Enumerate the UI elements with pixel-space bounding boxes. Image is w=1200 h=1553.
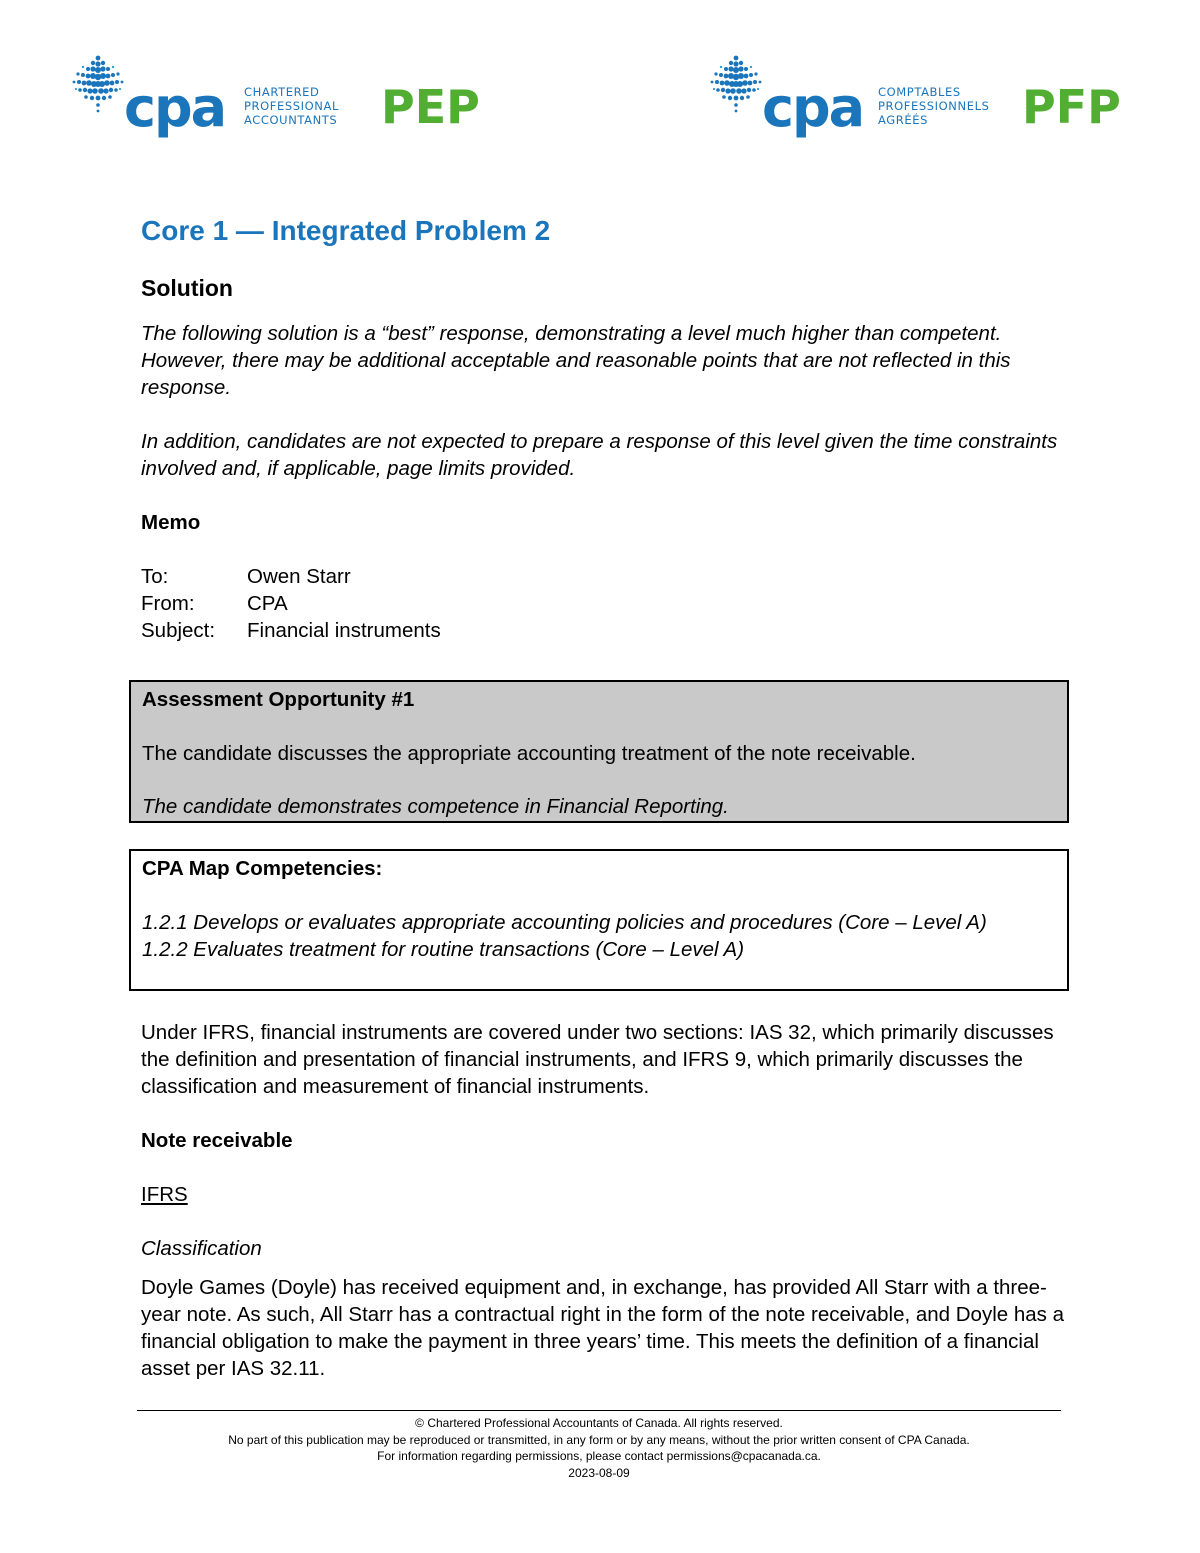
cpa-map-competencies-box [129,849,1069,991]
cpa-english-logo [70,52,510,142]
descriptor-line: COMPTABLES [878,85,961,99]
classification-subheading: Classification [141,1237,262,1260]
cpa-descriptor [244,85,339,127]
memo-to-value: Owen Starr [247,565,351,588]
competencies-title: CPA Map Competencies: [142,857,383,880]
classification-paragraph: Doyle Games (Doyle) has received equipment and, in exchange, has provided All Starr with a three-year note. As such, All Starr has a contractual right in the form of the note receivable, and Doyle has a financial obligation to make the payment in three years’ time. This meets the definition of a financial asset per IAS 32.11. [141,1276,1065,1380]
note-receivable-heading: Note receivable [141,1129,293,1152]
assessment-title: Assessment Opportunity #1 [142,688,415,711]
footer-copyright: © Chartered Professional Accountants of Canada. All rights reserved. [415,1416,783,1430]
memo-to-row [141,563,1073,590]
solution-heading: Solution [141,275,233,301]
cpa-descriptor [878,85,989,127]
memo-heading: Memo [141,511,201,534]
competency-item: 1.2.2 Evaluates treatment for routine transactions (Core – Level A) [142,938,745,961]
program-code-pfp: PFP [1022,80,1121,134]
memo-subject-value: Financial instruments [247,619,441,642]
cpa-wordmark: cpa [762,76,864,139]
memo-subject-row [141,617,1073,644]
assessment-description: The candidate discusses the appropriate accounting treatment of the note receivable. [142,742,916,765]
memo-from-value: CPA [247,592,288,615]
cpa-french-logo [708,52,1138,142]
ifrs-subheading: IFRS [141,1183,188,1206]
memo-header [141,563,1073,644]
descriptor-line: ACCOUNTANTS [244,113,338,127]
document-body-bottom [141,1019,1073,1382]
maple-leaf-dots-icon [70,52,126,132]
assessment-competence: The candidate demonstrates competence in Financial Reporting. [142,795,729,818]
footer-notice: No part of this publication may be reproduced or transmitted, in any form or by any means, without the prior written consent of CPA Canada. [228,1432,970,1447]
memo-from-label: From: [141,592,195,615]
document-body-top [141,212,1073,644]
maple-leaf-dots-icon [708,52,764,132]
footer-permissions: For information regarding permissions, please contact permissions@cpacanada.ca. [377,1449,821,1463]
competency-item: 1.2.1 Develops or evaluates appropriate accounting policies and procedures (Core – Level A) [142,911,987,934]
page-footer [137,1410,1061,1481]
memo-from-row [141,590,1073,617]
program-code-pep: PEP [381,80,480,134]
memo-subject-label: Subject: [141,619,216,642]
assessment-opportunity-box [129,680,1069,823]
intro-paragraph: In addition, candidates are not expected to prepare a response of this level given the time constraints involved and, if applicable, page limits provided. [141,430,1058,480]
memo-to-label: To: [141,565,169,588]
descriptor-line: AGRÉÉS [878,113,928,127]
descriptor-line: PROFESSIONNELS [878,99,990,113]
ifrs-intro-paragraph: Under IFRS, financial instruments are covered under two sections: IAS 32, which primarily discusses the definition and presentation of financial instruments, and IFRS 9, which primarily discusses the classification and measurement of financial instruments. [141,1021,1054,1098]
footer-date: 2023-08-09 [568,1465,630,1480]
intro-paragraph: The following solution is a “best” response, demonstrating a level much higher than competent. However, there may be additional acceptable and reasonable points that are not reflected in this response. [141,322,1011,399]
descriptor-line: CHARTERED [244,85,320,99]
document-title: Core 1 — Integrated Problem 2 [141,215,551,246]
descriptor-line: PROFESSIONAL [244,99,339,113]
cpa-wordmark: cpa [124,76,226,139]
